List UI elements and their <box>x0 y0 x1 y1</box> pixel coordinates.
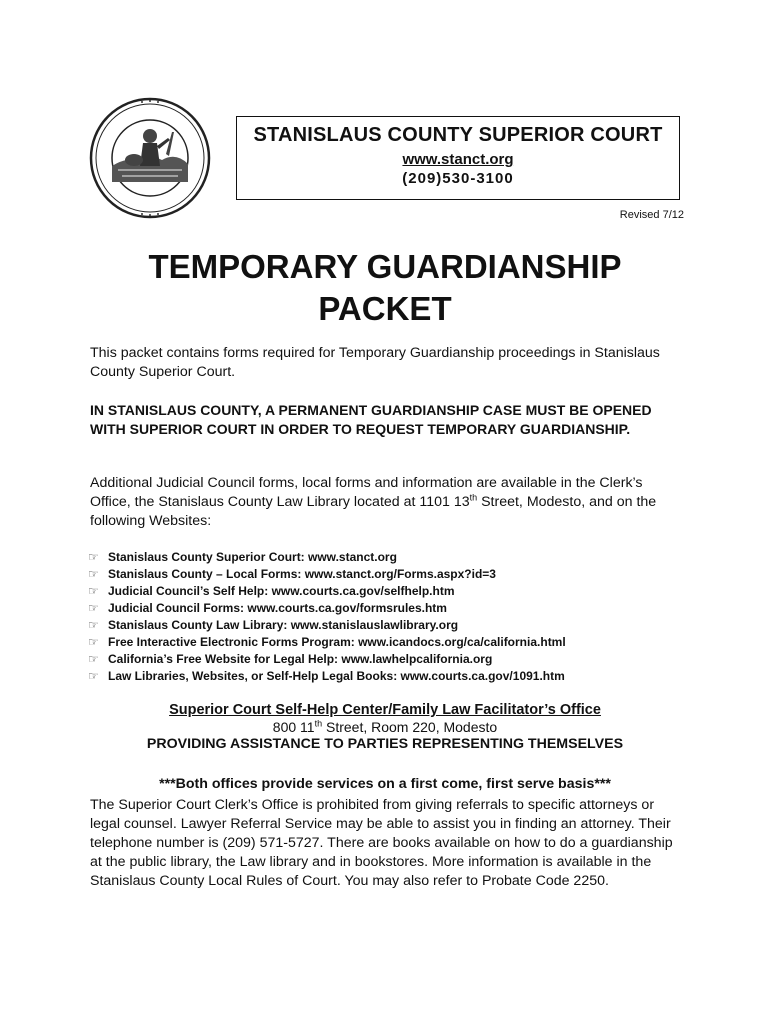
resource-item[interactable] <box>88 548 688 565</box>
address-superscript: th <box>314 718 323 729</box>
resource-text: Judicial Council’s Self Help: www.courts.ca.gov/selfhelp.htm <box>108 583 455 598</box>
resource-text: California’s Free Website for Legal Help: www.lawhelpcalifornia.org <box>108 651 493 666</box>
resource-list <box>88 548 688 684</box>
additional-text-after: Street, Modesto, and on the following Websites: <box>90 494 657 529</box>
pointing-hand-icon: ☞ <box>88 566 99 581</box>
help-center-address <box>90 719 680 735</box>
resource-item[interactable] <box>88 616 688 633</box>
resource-text: Stanislaus County Law Library: www.stanislauslawlibrary.org <box>108 617 459 632</box>
clerk-note-paragraph: The Superior Court Clerk’s Office is prohibited from giving referrals to specific attorneys or legal counsel. Lawyer Referral Service may be able to assist you in finding an attorney. Their telephone number is (209) 571-5727. There are books available on how to do a guardianship at the public library, the Law library and in bookstores. More information is available in the Stanislaus County Local Rules of Court. You may also refer to Probate Code 2250. <box>90 797 673 889</box>
resource-text: Free Interactive Electronic Forms Program: www.icandocs.org/ca/california.html <box>108 634 566 649</box>
resource-text: Stanislaus County – Local Forms: www.stanct.org/Forms.aspx?id=3 <box>108 566 496 581</box>
pointing-hand-icon: ☞ <box>88 549 99 564</box>
service-basis-note: ***Both offices provide services on a first come, first serve basis*** <box>159 776 611 792</box>
pointing-hand-icon: ☞ <box>88 651 99 666</box>
resource-item[interactable] <box>88 650 688 667</box>
resource-item[interactable] <box>88 565 688 582</box>
resource-text: Stanislaus County Superior Court: www.stanct.org <box>108 549 397 564</box>
revision-date: Revised 7/12 <box>619 209 684 221</box>
intro-paragraph: This packet contains forms required for Temporary Guardianship proceedings in Stanislaus County Superior Court. <box>90 345 660 380</box>
resource-item[interactable] <box>88 582 688 599</box>
resource-item[interactable] <box>88 667 688 684</box>
help-center-title: Superior Court Self-Help Center/Family Law Facilitator’s Office <box>169 702 601 718</box>
warning-paragraph: IN STANISLAUS COUNTY, A PERMANENT GUARDIANSHIP CASE MUST BE OPENED WITH SUPERIOR COURT IN ORDER TO REQUEST TEMPORARY GUARDIANSHIP. <box>90 402 652 437</box>
document-title <box>90 246 680 330</box>
pointing-hand-icon: ☞ <box>88 634 99 649</box>
resource-text: Judicial Council Forms: www.courts.ca.gov/formsrules.htm <box>108 600 447 615</box>
resource-item[interactable] <box>88 599 688 616</box>
title-line-2: PACKET <box>318 290 452 327</box>
court-website-link[interactable]: www.stanct.org <box>402 151 514 168</box>
court-header-box <box>236 116 680 200</box>
additional-info-paragraph <box>90 474 680 531</box>
pointing-hand-icon: ☞ <box>88 583 99 598</box>
additional-superscript: th <box>469 492 478 503</box>
help-center-section <box>90 702 680 752</box>
court-seal-icon <box>88 96 212 220</box>
pointing-hand-icon: ☞ <box>88 617 99 632</box>
resource-item[interactable] <box>88 633 688 650</box>
pointing-hand-icon: ☞ <box>88 600 99 615</box>
court-phone: (209)530-3100 <box>402 170 514 187</box>
court-name: STANISLAUS COUNTY SUPERIOR COURT <box>253 124 663 146</box>
resource-text: Law Libraries, Websites, or Self-Help Legal Books: www.courts.ca.gov/1091.htm <box>108 668 565 683</box>
help-center-tagline: PROVIDING ASSISTANCE TO PARTIES REPRESENTING THEMSELVES <box>146 736 624 752</box>
title-line-1: TEMPORARY GUARDIANSHIP <box>148 248 622 285</box>
pointing-hand-icon: ☞ <box>88 668 99 683</box>
additional-text-before: Additional Judicial Council forms, local forms and information are available in the Clerk’s Office, the Stanislaus County Law Library located at 1101 13 <box>90 475 643 510</box>
address-before: 800 11 <box>272 719 315 735</box>
address-after: Street, Room 220, Modesto <box>322 719 498 735</box>
